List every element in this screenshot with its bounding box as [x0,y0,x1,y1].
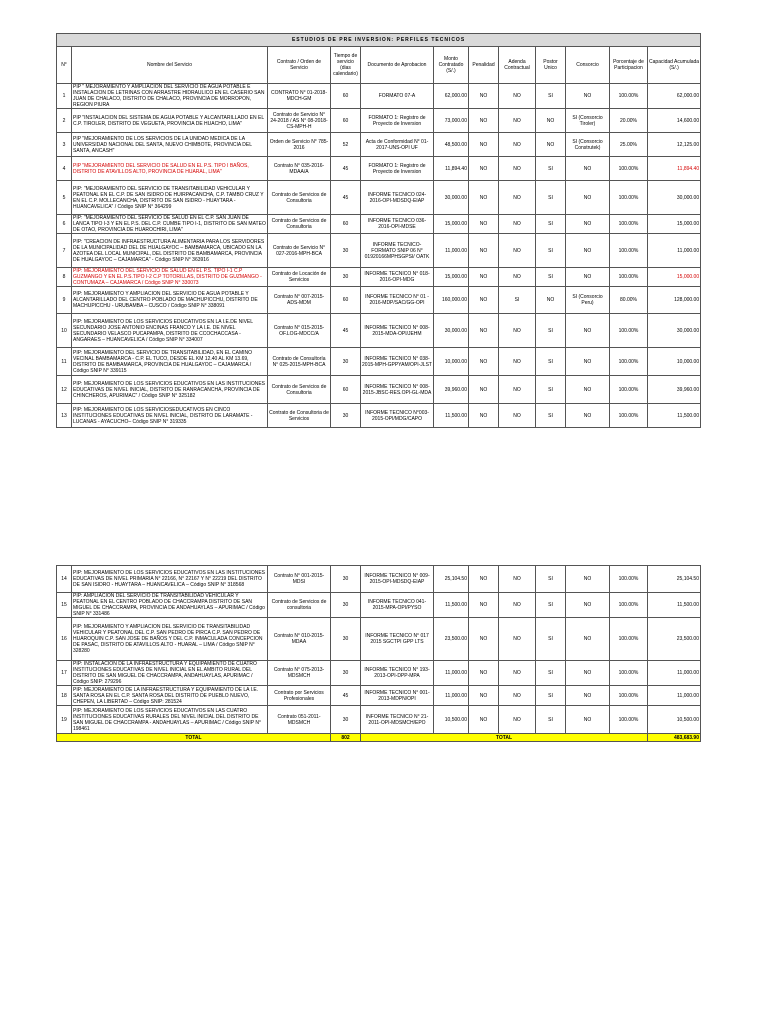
participation: 100.00% [610,566,648,593]
single-bidder: SI [536,566,566,593]
participation: 100.00% [610,181,648,215]
contract: Contrato de Servicios de Consultoria [268,376,331,404]
days: 30 [331,593,361,618]
penalty: NO [469,376,499,404]
table-row [57,181,701,215]
days: 30 [331,661,361,686]
total-label: TOTAL [57,734,331,742]
row-number: 6 [57,215,72,234]
participation: 100.00% [610,618,648,661]
table-row [57,287,701,314]
table-page-2 [56,565,701,742]
approval-doc: INFORME TECNICO- FORMATO SNIP 06 N° 01920166MPHSGPSI/ OATK [361,234,434,268]
participation: 100.00% [610,661,648,686]
approval-doc: INFORME TECNICO N° 01 - 2016-MDP/SAC/GG-OPI [361,287,434,314]
single-bidder: SI [536,348,566,376]
approval-doc: FORMATO 1: Registro de Proyecto de Inversion [361,109,434,133]
approval-doc: INFORME TECNICO N° 008-2015-JBSC-RES.OPI-GL-MDA [361,376,434,404]
amount: 30,000.00 [434,314,469,348]
row-number: 1 [57,84,72,109]
column-header: Monto Contratado (S/.) [434,47,469,84]
addendum: NO [499,686,536,706]
row-number: 15 [57,593,72,618]
addendum: NO [499,593,536,618]
amount: 15,000.00 [434,268,469,287]
amount: 160,000.00 [434,287,469,314]
header-row [57,47,701,84]
total-capacity: 483,683.90 [648,734,701,742]
approval-doc: INFORME TECNICO N° 009-2015-OPI-MDSDQ-EIAP [361,566,434,593]
accumulated-capacity: 30,000.00 [648,314,701,348]
amount: 30,000.00 [434,181,469,215]
penalty: NO [469,661,499,686]
amount: 11,894.40 [434,157,469,181]
service-name: PIP "MEJORAMIENTO DEL SERVICIO DE SALUD EN EL P.S. TIPO I BAÑOS, DISTRITO DE ATAVILLOS ALTO, PROVINCIA DE HUARAL, LIMA" [72,157,268,181]
days: 45 [331,314,361,348]
penalty: NO [469,181,499,215]
single-bidder: SI [536,618,566,661]
days: 60 [331,109,361,133]
approval-doc: INFORME TECNICO 036-2016-OPI-MDSE [361,215,434,234]
table-row [57,404,701,428]
service-name: PIP: "MEJORAMIENTO DEL SERVICIO DE SALUD EN EL C.P. SAN JUAN DE LANCA TIPO I-3 Y EN EL P.S. DEL C.P. CUMBE TIPO I-1, DISTRITO DE SAN MATEO DE OTAO, PROVINCIA DE HUAROCHIRI, LIMA" [73,215,266,233]
contract: Contrato de Consultoria de Servicios [268,404,331,428]
approval-doc: Acta de Conformidad N° 01-2017-UNS-OPI UF [361,133,434,157]
participation: 80.00% [610,287,648,314]
accumulated-capacity: 11,500.00 [648,593,701,618]
contract: Contrato de Consultoría N° 025-2015-MPH-BCA [268,348,331,376]
accumulated-capacity: 15,000.00 [648,268,701,287]
penalty: NO [469,234,499,268]
column-header: Tiempo de servicio (dias calendario) [331,47,361,84]
penalty: NO [469,566,499,593]
addendum: NO [499,348,536,376]
accumulated-capacity: 30,000.00 [648,181,701,215]
table-row [57,566,701,593]
accumulated-capacity: 12,125.00 [648,133,701,157]
days: 60 [331,287,361,314]
approval-doc: INFORME TECNICO N° 008-2015-MDA-OPI/JEHM [361,314,434,348]
days: 45 [331,157,361,181]
service-name: PIP: "CREACION DE INFRAESTRUCTURA ALIMENTARIA PARA LOS SERVIDORES DE LA MUNICIPALIDAD DEL DE HUALGAYOC – BAMBAMARCA, UBICADO EN LA AZOTEA DEL LOCAL MUNICIPAL, DEL DISTRITO DE BAMBAMARCA, PROVINCIA DE HUALGAYOC – CAJAMARCA" - Código SNIP N° 363916 [72,234,268,268]
table-row [57,268,701,287]
addendum: NO [499,314,536,348]
amount: 11,500.00 [434,593,469,618]
consortium: NO [566,618,610,661]
row-number: 5 [57,181,72,215]
participation: 25.00% [610,133,648,157]
amount: 39,960.00 [434,376,469,404]
amount: 10,000.00 [434,348,469,376]
contract: Contrato de Servicios de Consultoria [268,215,331,234]
approval-doc: INFORME TECNICO N° 21-2011-OPI-MDSMCH/EPO [361,706,434,734]
approval-doc: INFORME TECNICO 041-2015-MPA-OPI/PYSO [361,593,434,618]
table-row [57,234,701,268]
participation: 100.00% [610,404,648,428]
contract: Contrato por Servicios Profesionales [268,686,331,706]
consortium: NO [566,566,610,593]
single-bidder: SI [536,314,566,348]
days: 30 [331,618,361,661]
consortium: NO [566,181,610,215]
days: 45 [331,686,361,706]
column-header: Contrato / Orden de Servicio [268,47,331,84]
service-name: PIP: AMPLIACION DEL SERVICIO DE TRANSITABILIDAD VEHICULAR Y PEATONAL EN EL CENTRO POBLADO DE CHACCRAMPA DISTRITO DE SAN MIGUEL DE CHACCRAMPA, PROVINCIA DE ANDAHUAYLAS – APURIMAC / Código SNIP N° 331486 [72,593,268,618]
days: 60 [331,215,361,234]
accumulated-capacity: 23,500.00 [648,618,701,661]
addendum: NO [499,215,536,234]
column-header: Adenda Contractual [499,47,536,84]
consortium: NO [566,157,610,181]
accumulated-capacity: 11,500.00 [648,404,701,428]
addendum: NO [499,566,536,593]
approval-doc: INFORME TECNICO N° 018-2016-OPI-MDG [361,268,434,287]
total-days: 802 [331,734,361,742]
participation: 100.00% [610,84,648,109]
total-label-2: TOTAL [361,734,648,742]
row-number: 11 [57,348,72,376]
participation: 100.00% [610,376,648,404]
row-number: 19 [57,706,72,734]
participation: 20.00% [610,109,648,133]
service-name: PIP: "MEJORAMIENTO DEL SERVICIO DE TRANSITABILIDAD VEHICULAR Y PEATONAL EN EL C.P. DE SAN ISIDRO DE HUIRPACANCHA, C.P. TAMBO CRUZ Y EN EL C.P. MOLLECANCHA, DISTRITO DE SAN ISIDRO - HUAYTARA - HUANCAVELICA" / Código SNIP N° 364299 [72,181,268,215]
column-header: Consorcio [566,47,610,84]
penalty: NO [469,618,499,661]
consortium: NO [566,348,610,376]
days: 60 [331,84,361,109]
addendum: NO [499,661,536,686]
consortium: NO [566,314,610,348]
accumulated-capacity: 11,894.40 [648,157,701,181]
days: 30 [331,404,361,428]
consortium: NO [566,84,610,109]
approval-doc: INFORME TECNICO N° 017 2015 SGCTPI GPP LTS [361,618,434,661]
row-number: 17 [57,661,72,686]
contract: Contrato N° 001-2015-MDSI [268,566,331,593]
service-name: PIP: MEJORAMIENTO DE LOS SERVICIOS EDUCATIVOS EN LA I.E.DE NIVEL SECUNDARIO JOSE ANTONIO ENCINAS FRANCO Y LA I.E. DE NIVEL SECUNDARIO VELASCO PUCAPAMPA, DISTRITO DE CCOCHACCASA - ANGARAES – HUANCAVELICA / Código SNIP N° 334007 [72,314,268,348]
participation: 100.00% [610,234,648,268]
consortium: NO [566,404,610,428]
addendum: NO [499,618,536,661]
service-name: PIP: MEJORAMIENTO DE LOS SERVICIOS EDUCATIVOS EN LAS INSTITUCIONES EDUCATIVAS DE NIVEL PRIMARIA N° 22166, N° 22167 Y N° 22219 DEL DISTRITO DE SAN ISIDRO - HUAYTARA – HUANCAVELICA – Código SNIP N° 318568 [72,566,268,593]
single-bidder: SI [536,706,566,734]
contract: Contrato de Servicio N° 027-2016-MPH-BCA [268,234,331,268]
penalty: NO [469,84,499,109]
single-bidder: SI [536,157,566,181]
column-header: Documento de Aprobacion [361,47,434,84]
row-number: 12 [57,376,72,404]
column-header: Nombre del Servicio [72,47,268,84]
contract: Contrato N° 035-2016-MDAA/A [268,157,331,181]
service-name: PIP: INSTALACIÓN DE LA INFRAESTRUCTURA Y EQUIPAMIENTO DE CUATRO INSTITUCIONES EDUCATIVAS DE NIVEL INICIAL EN EL AMBITO RURAL DEL DISTRITO DE SAN MIGUEL DE CHACCRAMPA, ANDAHUAYLAS, APURIMAC / Código SNIP: 279296 [72,661,268,686]
addendum: NO [499,133,536,157]
penalty: NO [469,686,499,706]
addendum: NO [499,706,536,734]
contract: Contrato 051-2011-MDSMCH [268,706,331,734]
accumulated-capacity: 15,000.00 [648,215,701,234]
accumulated-capacity: 25,104.50 [648,566,701,593]
consortium: NO [566,268,610,287]
amount: 10,500.00 [434,706,469,734]
penalty: NO [469,348,499,376]
row-number: 13 [57,404,72,428]
days: 52 [331,133,361,157]
participation: 100.00% [610,686,648,706]
service-name: PIP: MEJORAMIENTO DEL SERVICIO DE TRANSITABILIDAD, EN EL CAMINO VECINAL BAMBAMARCA - C.P. EL TUCO, DESDE EL KM 12.40 AL KM 13.69, DISTRITO DE BAMBAMARCA, PROVINCIA DE HUALGAYOC – CAJAMARCA / Código SNIP N° 339115 [72,348,268,376]
consortium: NO [566,376,610,404]
column-header: Capacidad Acumulada (S/.) [648,47,701,84]
row-number: 9 [57,287,72,314]
consortium: NO [566,661,610,686]
days: 30 [331,706,361,734]
participation: 100.00% [610,268,648,287]
addendum: NO [499,84,536,109]
accumulated-capacity: 11,000.00 [648,234,701,268]
contract: Contrato de Servicio N° 24-2018 / AS N° 08-2018-CS-MPH-H [268,109,331,133]
single-bidder: SI [536,268,566,287]
table-row [57,215,701,234]
consortium: SI (Consorcio Peru) [566,287,610,314]
accumulated-capacity: 128,000.00 [648,287,701,314]
consortium: NO [566,593,610,618]
total-row [57,734,701,742]
single-bidder: SI [536,404,566,428]
days: 30 [331,268,361,287]
accumulated-capacity: 14,600.00 [648,109,701,133]
addendum: NO [499,376,536,404]
accumulated-capacity: 10,500.00 [648,706,701,734]
table-row [57,133,701,157]
service-name: PIP: MEJORAMIENTO DEL SERVICIO DE SALUD EN EL P.S. TIPO I-1 C.P GUZMANGO Y EN EL P.S.TIPO I-2 C.P TOTORILLAS, DISTRITO DE GUZMANGO - CONTUMAZA – CAJAMARCA / Código SNIP N° 330073 [72,268,268,287]
addendum: NO [499,404,536,428]
days: 45 [331,181,361,215]
table-row [57,84,701,109]
days: 30 [331,234,361,268]
service-name: PIP: MEJORAMIENTO DE LOS SERVICIOS EDUCATIVOS EN LAS INSTITUCIONES EDUCATIVAS DE NIVEL INICIAL, DISTRITO DE RANRACANCHA, PROVINCIA DE CHINCHEROS, APURIMAC" / Código SNIP N° 325182 [72,376,268,404]
row-number: 4 [57,157,72,181]
service-name: PIP "MEJORAMIENTO DE LOS SERVICIOS DE LA UNIDAD MEDICA DE LA UNIVERSIDAD NACIONAL DEL SANTA, NUEVO CHIMBOTE, PROVINCIA DEL SANTA, ANCASH" [72,133,268,157]
column-header: Penalidad [469,47,499,84]
participation: 100.00% [610,348,648,376]
contract: CONTRATO N° 01-2018-MDCH-GM [268,84,331,109]
consortium: SI (Consorcio Construtek) [566,133,610,157]
table-row [57,109,701,133]
accumulated-capacity: 39,960.00 [648,376,701,404]
penalty: NO [469,593,499,618]
addendum: NO [499,181,536,215]
column-header: Porcentaje de Participacion [610,47,648,84]
service-name: PIP "INSTALACION DEL SISTEMA DE AGUA POTABLE Y ALCANTARILLADO EN EL C.P. TIROLER, DISTRITO DE VEGUETA, PROVINCIA DE HUACHO, LIMA" [72,109,268,133]
row-number: 2 [57,109,72,133]
column-header: Postor Unico [536,47,566,84]
single-bidder: NO [536,109,566,133]
penalty: NO [469,287,499,314]
accumulated-capacity: 11,000.00 [648,686,701,706]
service-name: PIP: MEJORAMIENTO DE LOS SERVICIOS EDUCATIVOS EN LAS CUATRO INSTITUCIONES EDUCATIVAS RURALES DEL NIVEL INICIAL DEL DISTRITO DE SAN MIGUEL DE CHACCRAMPA - ANDAHUAYLAS – APURIMAC / Código SNIP N° 198461 [72,706,268,734]
penalty: NO [469,157,499,181]
contract: Contrato N° 010-2015-MDAA [268,618,331,661]
penalty: NO [469,706,499,734]
service-name: PIP: MEJORAMIENTO Y AMPLIACION DEL SERVICIO DE TRANSITABILIDAD VEHICULAR Y PEATONAL DEL C.P. SAN PEDRO DE PIRCA C.P. SAN PEDRO DE HUAROQUIN C.P. SAN JOSE DE BAÑOS Y DEL C.P. INMACULADA CONCEPCION DE PASAC, DISTRITO DE ATAVILLOS ALTO - HUARAL – LIMA / Código SNIP N° 328280 [72,618,268,661]
approval-doc: INFORME TECNICO 024-2016-OPI-MDSDQ-EIAP [361,181,434,215]
row-number: 16 [57,618,72,661]
contract: Contrato de Servicios de Consultoria [268,181,331,215]
table-row [57,686,701,706]
amount: 11,000.00 [434,234,469,268]
days: 30 [331,566,361,593]
contract: Contrato N° 007-2015-ADS-MDM [268,287,331,314]
row-number: 10 [57,314,72,348]
single-bidder: SI [536,376,566,404]
amount: 15,000.00 [434,215,469,234]
participation: 100.00% [610,593,648,618]
addendum: NO [499,157,536,181]
contract: Contrato N° 075-2013-MDSMCH [268,661,331,686]
table-row [57,314,701,348]
service-name: PIP: MEJORAMIENTO Y AMPLIACION DEL SERVICIO DE AGUA POTABLE Y ALCANTARILLADO DEL CENTRO POBLADO DE MACHUPICCHU, DISTRITO DE MACHUPICCHU - URUBAMBA – CUSCO / Código SNIP N° 338091 [72,287,268,314]
addendum: SI [499,287,536,314]
penalty: NO [469,109,499,133]
single-bidder: NO [536,133,566,157]
accumulated-capacity: 11,000.00 [648,661,701,686]
table-row [57,348,701,376]
single-bidder: SI [536,234,566,268]
single-bidder: SI [536,661,566,686]
single-bidder: SI [536,181,566,215]
consortium: NO [566,215,610,234]
contract: Contrato de Locación de Servicios [268,268,331,287]
accumulated-capacity: 62,000.00 [648,84,701,109]
single-bidder: SI [536,84,566,109]
amount: 11,000.00 [434,661,469,686]
approval-doc: INFORME TECNICO N° 001-2013-MDPN/OPI [361,686,434,706]
approval-doc: FORMATO 07-A [361,84,434,109]
amount: 11,500.00 [434,404,469,428]
single-bidder: SI [536,215,566,234]
table-row [57,157,701,181]
penalty: NO [469,404,499,428]
days: 60 [331,376,361,404]
contract: Contrato N° 015-2015-OF.LOG-MDCC/A [268,314,331,348]
amount: 62,000.00 [434,84,469,109]
table-row [57,376,701,404]
amount: 25,104.50 [434,566,469,593]
contract: Contrato de Servicios de consultoria [268,593,331,618]
approval-doc: FORMATO 1: Registro de Proyecto de Inversion [361,157,434,181]
penalty: NO [469,215,499,234]
participation: 100.00% [610,157,648,181]
amount: 73,000.00 [434,109,469,133]
table-row [57,618,701,661]
row-number: 7 [57,234,72,268]
penalty: NO [469,133,499,157]
single-bidder: NO [536,287,566,314]
approval-doc: INFORME TECNICO N° 038-2015-MPH-GPPYAM/OPI-JLST [361,348,434,376]
row-number: 18 [57,686,72,706]
service-name: PIP: MEJORAMIENTO DE LA INFRAESTRUCTURA Y EQUIPAMIENTO DE LA I.E. SANTA ROSA EN EL C.P. SANTA ROSA DEL DISTRITO DE PUEBLO NUEVO, CHEPEN, LA LIBERTAD – Código SNIP: 281524 [72,686,268,706]
participation: 100.00% [610,215,648,234]
table-row [57,593,701,618]
participation: 100.00% [610,314,648,348]
column-header: N° [57,47,72,84]
page-title: ESTUDIOS DE PRE INVERSION: PERFILES TECNICOS [57,34,701,47]
approval-doc: INFORME TECNICO N° 193-2013-OPI-DPP-MPA [361,661,434,686]
addendum: NO [499,109,536,133]
addendum: NO [499,234,536,268]
amount: 11,000.00 [434,686,469,706]
participation: 100.00% [610,706,648,734]
service-name: PIP: MEJORAMIENTO DE LOS SERVICIOSEDUCATIVOS EN CINCO INSTITUCIONES EDUCATIVAS DE NIVEL INICIAL, DISTRITO DE LARAMATE - LUCANAS - AYACUCHO– Código SNIP N° 319335 [72,404,268,428]
consortium: NO [566,686,610,706]
amount: 48,500.00 [434,133,469,157]
table-row [57,706,701,734]
amount: 23,500.00 [434,618,469,661]
days: 30 [331,348,361,376]
table-row [57,661,701,686]
addendum: NO [499,268,536,287]
table-page-1 [56,33,701,428]
approval-doc: INFORME TECNICO N°003-2015-OPI/MDG/CAPO [361,404,434,428]
accumulated-capacity: 10,000.00 [648,348,701,376]
row-number: 8 [57,268,72,287]
single-bidder: SI [536,686,566,706]
consortium: NO [566,234,610,268]
penalty: NO [469,314,499,348]
contract: Orden de Servicio N° 785-2016 [268,133,331,157]
service-name: PIP " MEJORAMIENTO Y AMPLIACION DEL SERVICIO DE AGUA POTABLE E INSTALACION DE LETRINAS CON ARRASTRE HIDRAULICO EN EL CASERIO SAN JUAN DE CHALACO, DISTRITO DE CHALACO, PROVINCIA DE MORROPON, REGION PIURA [72,84,268,109]
consortium: SI (Consorcio Tiroler) [566,109,610,133]
single-bidder: SI [536,593,566,618]
penalty: NO [469,268,499,287]
row-number: 3 [57,133,72,157]
consortium: NO [566,706,610,734]
row-number: 14 [57,566,72,593]
